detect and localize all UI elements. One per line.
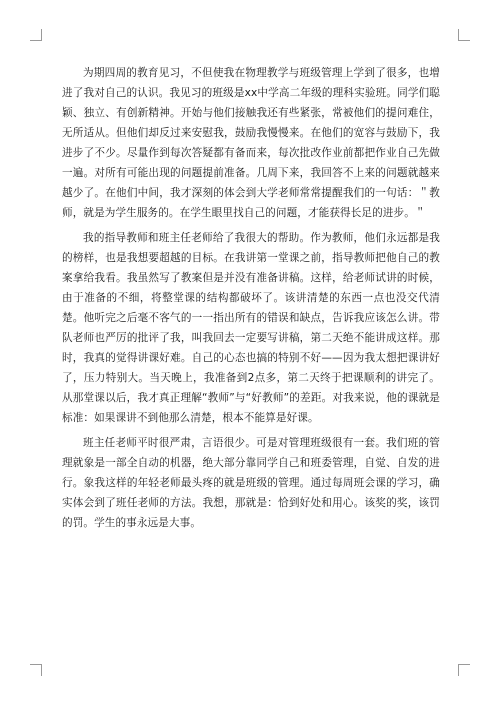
paragraph-class-management: 班主任老师平时很严肃，言语很少。可是对管理班级很有一套。我们班的管理就象是一部全自动的机器，绝大部分靠同学自己和班委管理，自觉、自发的进行。象我这样的年轻老师最头疼的就是班级的管理。通过每周班会课的学习，确实体会到了班任老师的方法。我想，那就是：恰到好处和用心。该奖的奖，该罚的罚。学生的事永远是大事。	[62, 437, 440, 529]
paragraph-internship-reflection: 为期四周的教育见习，不但使我在物理教学与班级管理上学到了很多，也增进了我对自己的认识。我见习的班级是xx中学高二年级的理科实验班。同学们聪颖、独立、有创新精神。开始与他们接触我还有些紧张，常被他们的提问难住，无所适从。但他们却反过来安慰我，鼓励我慢慢来。在他们的宽容与鼓励下，我进步了不少。尽量作到每次答疑都有备而来，每次批改作业前都把作业自己先做一遍。对所有可能出现的问题提前准备。几周下来，我回答不上来的问题就越来越少了。在他们中间，我才深刻的体会到大学老师常常提醒我们的一句话：＂教师，就是为学生服务的。在学生眼里找自己的问题，才能获得长足的进步。＂	[62, 67, 440, 219]
page-corner-mark-top-left	[30, 29, 42, 41]
page-corner-mark-bottom-right	[458, 664, 470, 676]
document-body	[62, 63, 440, 533]
page-corner-mark-top-right	[458, 29, 470, 41]
page-corner-mark-bottom-left	[30, 664, 42, 676]
paragraph-mentor-help: 我的指导教师和班主任老师给了我很大的帮助。作为教师，他们永远都是我的榜样，也是我想要超越的目标。在我讲第一堂课之前，指导教师把他自己的教案拿给我看。我虽然写了教案但是并没有准备讲稿。这样，给老师试讲的时候，由于准备的不细，将整堂课的结构都破坏了。该讲清楚的东西一点也没交代清楚。他听完之后毫不客气的一一指出所有的错误和缺点，告诉我应该怎么讲。带队老师也严厉的批评了我，叫我回去一定要写讲稿，第二天绝不能讲成这样。那时，我真的觉得讲课好难。自己的心态也搞的特别不好——因为我太想把课讲好了，压力特别大。当天晚上，我准备到2点多，第二天终于把课顺利的讲完了。从那堂课以后，我才真正理解“教师”与“好教师”的差距。对我来说，他的课就是标准：如果课讲不到他那么清楚，根本不能算是好课。	[62, 232, 440, 424]
